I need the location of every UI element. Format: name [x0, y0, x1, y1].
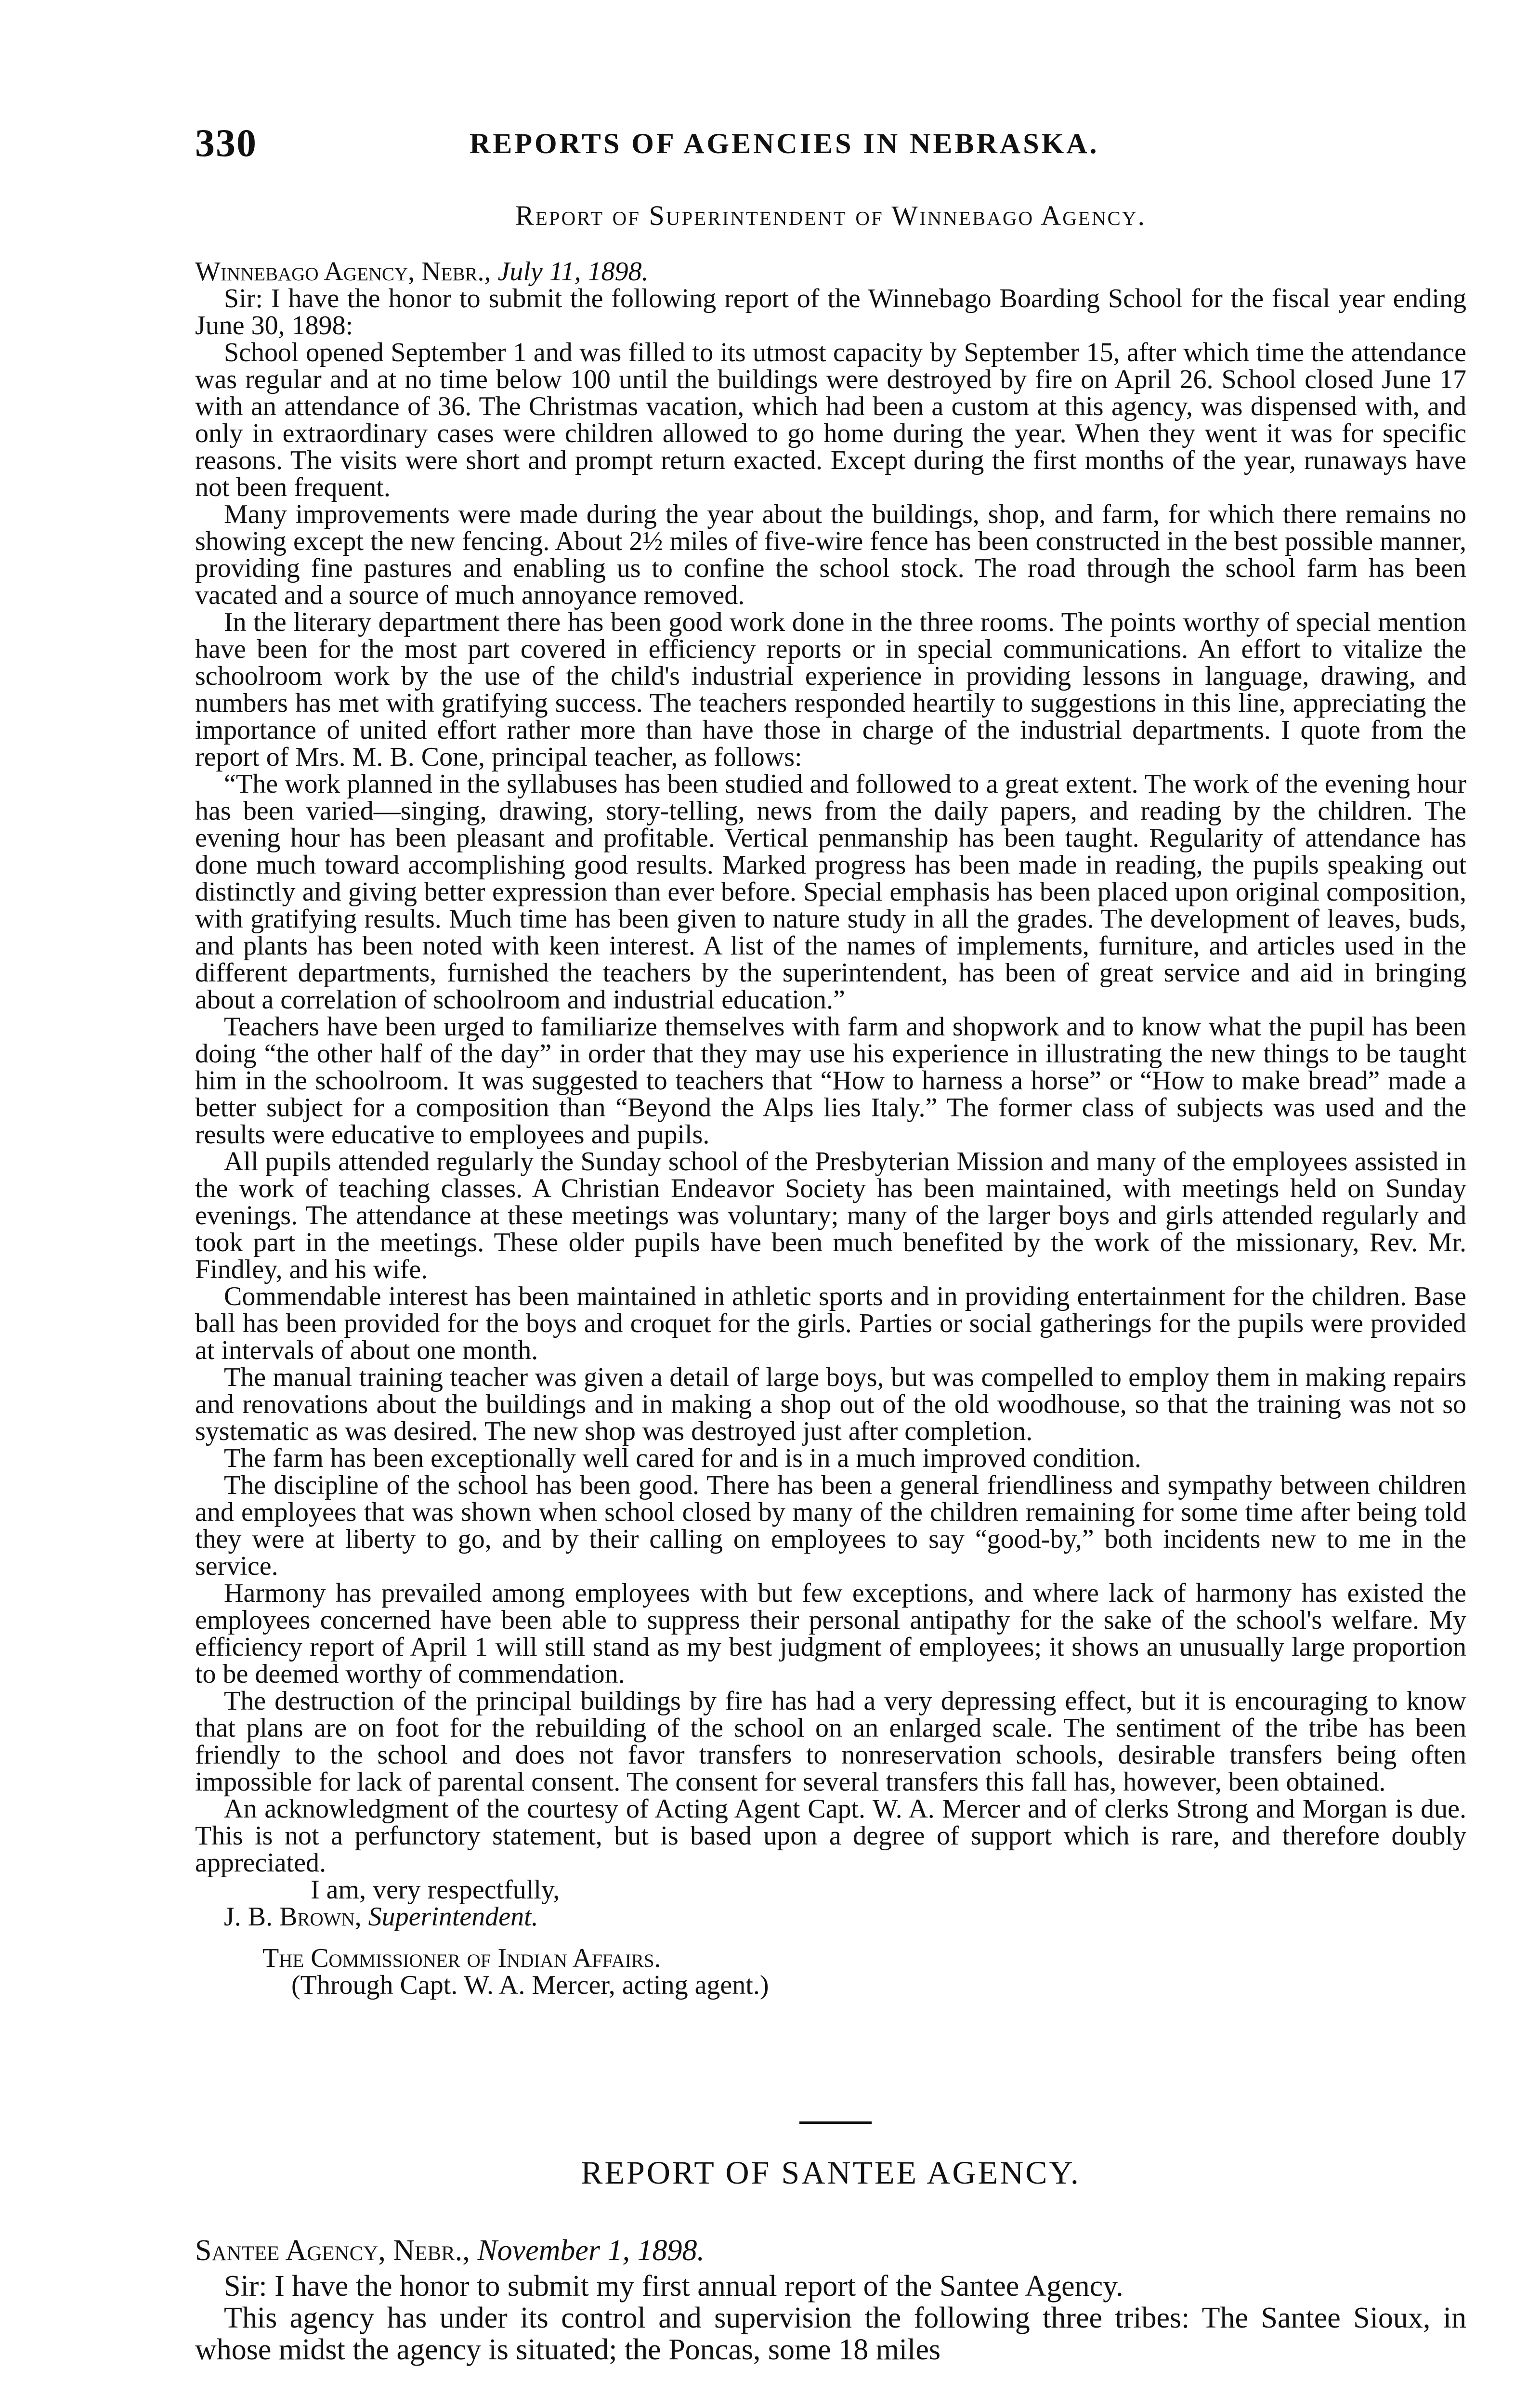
winnebago-paragraph-6: Teachers have been urged to familiarize themselves with farm and shopwork and to know what the pupil has been doing “the other half of the day” in order that they may use his experience in illustrating the new things to be taught him in the schoolroom. It was suggested to teachers that “How to harness a horse” or “How to make bread” made a better subject for a composition than “Beyond the Alps lies Italy.” The former class of subjects was used and the results were educative to employees and pupils.	[195, 1012, 1466, 1150]
winnebago-dateline	[195, 258, 1466, 285]
winnebago-paragraph-11: The discipline of the school has been good. There has been a general friendliness and sympathy between children and employees that was shown when school closed by many of the children remaining for some time after being told they were at liberty to go, and by their calling on employees to say “good-by,” both incidents new to me in the service.	[195, 1470, 1466, 1581]
winnebago-dateline-date: July 11, 1898.	[497, 257, 649, 287]
winnebago-signature	[195, 1903, 1466, 1930]
winnebago-paragraph-13: The destruction of the principal buildings by fire has had a very depressing effect, but it is encouraging to know that plans are on foot for the rebuilding of the school on an enlarged scale. The sentiment of the tribe has been friendly to the school and does not favor transfers to nonreservation schools, desirable transfers being often impossible for lack of parental consent. The consent for several transfers this fall has, however, been obtained.	[195, 1686, 1466, 1797]
winnebago-report	[195, 202, 1466, 1999]
winnebago-title: Report of Superintendent of Winnebago Agency.	[515, 200, 1146, 231]
winnebago-paragraph-4: In the literary department there has been good work done in the three rooms. The points worthy of special mention have been for the most part covered in efficiency reports or in special communications. An effort to vitalize the schoolroom work by the use of the child's industrial experience in providing lessons in language, drawing, and numbers has met with gratifying success. The teachers responded heartily to suggestions in this line, appreciating the importance of united effort rather more than have those in charge of the industrial departments. I quote from the report of Mrs. M. B. Cone, principal teacher, as follows:	[195, 607, 1466, 772]
santee-paragraph-2: This agency has under its control and supervision the following three tribes: The Santee Sioux, in whose midst the agency is situated; the Poncas, some 18 miles	[195, 2302, 1466, 2366]
winnebago-paragraph-1: Sir: I have the honor to submit the following report of the Winnebago Boarding School for the fiscal year ending June 30, 1898:	[195, 284, 1466, 340]
winnebago-paragraph-5: “The work planned in the syllabuses has been studied and followed to a great extent. The work of the evening hour has been varied—singing, drawing, story-telling, news from the daily papers, and reading by the children. The evening hour has been pleasant and profitable. Vertical penmanship has been taught. Regularity of attendance has done much toward accomplishing good results. Marked progress has been made in reading, the pupils speaking out distinctly and giving better expression than ever before. Special emphasis has been placed upon original composition, with gratifying results. Much time has been given to nature study in all the grades. The development of leaves, buds, and plants has been noted with keen interest. A list of the names of implements, furniture, and articles used in the different departments, furnished the teachers by the superintendent, has been of great service and aid in bringing about a correlation of schoolroom and industrial education.”	[195, 769, 1466, 1015]
santee-dateline-place: Santee Agency, Nebr.,	[195, 2234, 470, 2267]
addressee-line-2: (Through Capt. W. A. Mercer, acting agent.)	[291, 1970, 769, 2000]
winnebago-paragraph-2: School opened September 1 and was filled to its utmost capacity by September 15, after which time the attendance was regular and at no time below 100 until the buildings were destroyed by fire on April 26. School closed June 17 with an attendance of 36. The Christmas vacation, which had been a custom at this agency, was dispensed with, and only in extraordinary cases were children allowed to go home during the year. When they went it was for specific reasons. The visits were short and prompt return exacted. Except during the first months of the year, runaways have not been frequent.	[195, 338, 1466, 502]
winnebago-dateline-place: Winnebago Agency, Nebr.,	[195, 257, 491, 287]
santee-report	[195, 2235, 1466, 2366]
winnebago-paragraph-9: The manual training teacher was given a detail of large boys, but was compelled to employ them in making repairs and renovations about the buildings and in making a shop out of the old woodhouse, so that the training was not so systematic as was desired. The new shop was destroyed just after completion.	[195, 1362, 1466, 1446]
winnebago-paragraph-8: Commendable interest has been maintained in athletic sports and in providing entertainment for the children. Base ball has been provided for the boys and croquet for the girls. Parties or social gatherings for the pupils were provided at intervals of about one month.	[195, 1282, 1466, 1365]
running-title: REPORTS OF AGENCIES IN NEBRASKA.	[470, 128, 1099, 159]
santee-dateline-date: November 1, 1898.	[477, 2234, 705, 2267]
page-number: 330	[195, 121, 257, 165]
santee-dateline	[195, 2235, 1466, 2266]
santee-paragraph-1: Sir: I have the honor to submit my first annual report of the Santee Agency.	[224, 2270, 1123, 2303]
addressee-line-1: The Commissioner of Indian Affairs.	[262, 1943, 661, 1973]
winnebago-paragraph-7: All pupils attended regularly the Sunday school of the Presbyterian Mission and many of the employees assisted in the work of teaching classes. A Christian Endeavor Society has been maintained, with meetings held on Sunday evenings. The attendance at these meetings was voluntary; many of the larger boys and girls attended regularly and took part in the meetings. These older pupils have been much benefited by the work of the missionary, Rev. Mr. Findley, and his wife.	[195, 1147, 1466, 1284]
winnebago-paragraph-14: An acknowledgment of the courtesy of Acting Agent Capt. W. A. Mercer and of clerks Strong and Morgan is due. This is not a perfunctory statement, but is based upon a degree of support which is rare, and therefore doubly appreciated.	[195, 1794, 1466, 1878]
signature-name: J. B. Brown,	[224, 1902, 362, 1932]
signature-title: Superintendent.	[368, 1902, 538, 1932]
winnebago-closing: I am, very respectfully,	[311, 1875, 560, 1905]
winnebago-paragraph-12: Harmony has prevailed among employees with but few exceptions, and where lack of harmony has existed the employees concerned have been able to suppress their personal antipathy for the sake of the school's welfare. My efficiency report of April 1 will still stand as my best judgment of employees; it shows an unusually large proportion to be deemed worthy of commendation.	[195, 1578, 1466, 1689]
santee-title: REPORT OF SANTEE AGENCY.	[581, 2154, 1081, 2191]
page-header	[195, 120, 1466, 178]
section-divider	[799, 2121, 872, 2124]
winnebago-paragraph-10: The farm has been exceptionally well cared for and is in a much improved condition.	[224, 1443, 1141, 1473]
winnebago-paragraph-3: Many improvements were made during the year about the buildings, shop, and farm, for which there remains no showing except the new fencing. About 2½ miles of five-wire fence has been constructed in the best possible manner, providing fine pastures and enabling us to confine the school stock. The road through the school farm has been vacated and a source of much annoyance removed.	[195, 499, 1466, 610]
